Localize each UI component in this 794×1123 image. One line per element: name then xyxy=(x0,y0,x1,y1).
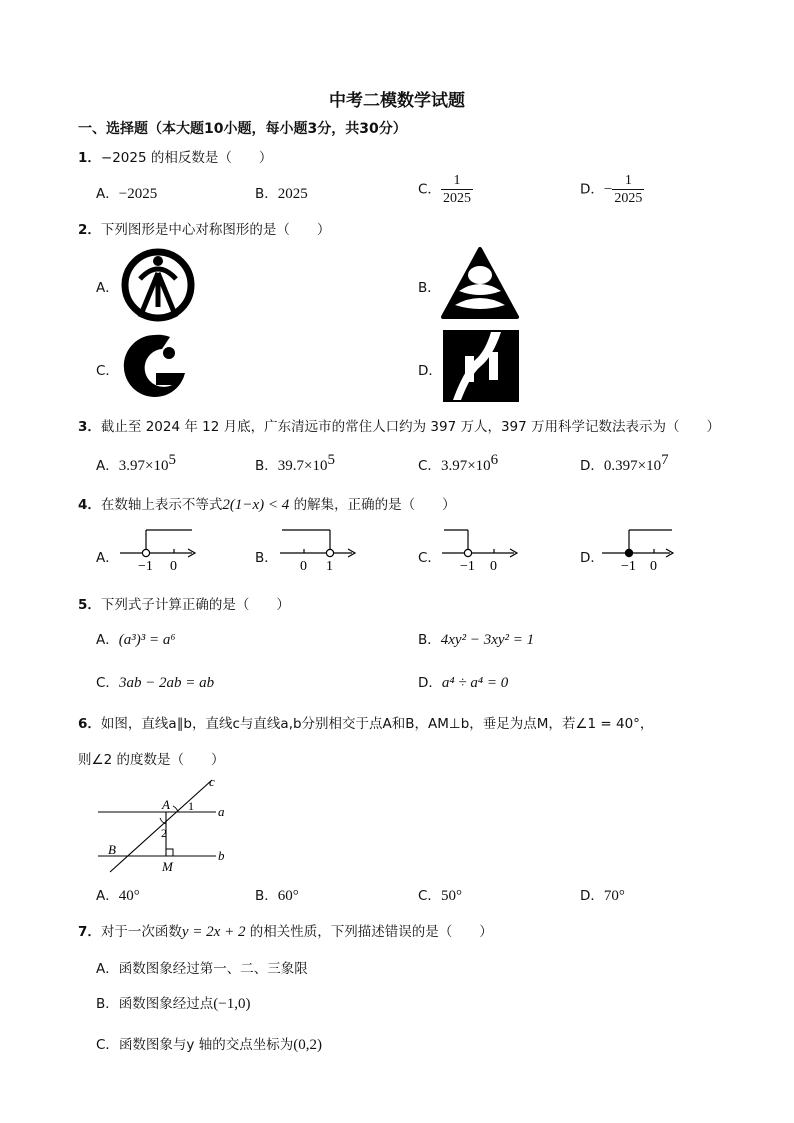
svg-text:1: 1 xyxy=(188,799,194,813)
svg-text:c: c xyxy=(209,774,215,789)
q6-parallel-lines-figure xyxy=(96,772,246,876)
question-number: 7． xyxy=(78,924,101,940)
question-2 xyxy=(78,218,330,238)
q5-option-a[interactable]: A．(a³)³ = a⁶ xyxy=(96,632,176,648)
q6-option-d[interactable]: D．70° xyxy=(580,888,625,904)
fraction: $\frac{1}{2025}$ xyxy=(614,173,643,206)
q6-option-b[interactable]: B．60° xyxy=(255,888,299,904)
question-number: 5． xyxy=(78,597,101,613)
q5-option-b[interactable]: B．4xy² − 3xy² = 1 xyxy=(418,632,535,648)
inequality: 2(1−x) < 4 xyxy=(222,497,290,513)
tick-label: 0 xyxy=(650,559,657,574)
q6-option-c[interactable]: C．50° xyxy=(418,888,462,904)
tick-label: 1 xyxy=(326,559,333,574)
q4-option-c[interactable]: C． xyxy=(418,550,441,566)
tick-label: −1 xyxy=(138,559,153,574)
q4-option-b[interactable]: B． xyxy=(255,550,278,566)
section-heading: 一、选择题（本大题10小题，每小题3分，共30分） xyxy=(78,121,407,137)
tick-label: 0 xyxy=(490,559,497,574)
question-1 xyxy=(78,146,272,166)
svg-text:M: M xyxy=(162,859,173,874)
q4-number-line-a xyxy=(118,524,198,574)
linear-function: y = 2x + 2 xyxy=(181,924,246,940)
question-6 xyxy=(78,712,653,732)
q3-option-d[interactable]: D．$0.397\times 10^7$ xyxy=(580,452,669,474)
q4-option-a[interactable]: A． xyxy=(96,550,119,566)
q7-option-a[interactable]: A．函数图象经过第一、二、三象限 xyxy=(96,961,308,977)
tick-label: 0 xyxy=(300,559,307,574)
q4-number-line-d xyxy=(600,524,680,574)
q1-option-d[interactable]: D．− $\frac{1}{2025}$ xyxy=(580,173,643,206)
question-number: 4． xyxy=(78,497,101,513)
q4-number-line-b xyxy=(278,524,358,574)
question-stem: 截止至 2024 年 12 月底，广东清远市的常住人口约为 397 万人，397 万用科学记数法表示为（ ） xyxy=(100,419,721,435)
question-5 xyxy=(78,593,290,613)
q7-option-b[interactable]: B．函数图象经过点(−1,0) xyxy=(96,996,251,1012)
question-7: 7．对于一次函数y = 2x + 2 的相关性质，下列描述错误的是（ ） xyxy=(78,924,493,940)
q2-figure-a-logo xyxy=(118,245,202,325)
svg-text:A: A xyxy=(162,797,170,812)
question-stem: 下列图形是中心对称图形的是（ ） xyxy=(100,222,331,238)
svg-text:b: b xyxy=(218,848,225,863)
q1-option-b[interactable]: B．2025 xyxy=(255,186,308,202)
question-number: 1． xyxy=(78,150,101,166)
q4-number-line-c xyxy=(440,524,520,574)
svg-text:2: 2 xyxy=(161,826,167,840)
q2-option-b[interactable]: B． xyxy=(418,280,441,296)
q5-option-c[interactable]: C．3ab − 2ab = ab xyxy=(96,675,215,691)
question-number: 6． xyxy=(78,716,101,732)
q2-option-a[interactable]: A． xyxy=(96,280,119,296)
question-6-line2: 则∠2 的度数是（ ） xyxy=(78,752,225,768)
q3-option-c[interactable]: C．$3.97\times 10^6$ xyxy=(418,452,499,474)
question-number: 3． xyxy=(78,419,101,435)
q2-option-d[interactable]: D． xyxy=(418,363,442,379)
tick-label: 0 xyxy=(170,559,177,574)
tick-label: −1 xyxy=(460,559,475,574)
q2-figure-c-logo xyxy=(118,333,192,399)
q2-option-c[interactable]: C． xyxy=(96,363,119,379)
q1-option-a[interactable]: A．−2025 xyxy=(96,186,158,202)
q3-option-a[interactable]: A．$3.97\times 10^5$ xyxy=(96,452,176,474)
q5-option-d[interactable]: D．a⁴ ÷ a⁴ = 0 xyxy=(418,675,509,691)
question-3 xyxy=(78,415,720,435)
q1-option-c[interactable]: C． $\frac{1}{2025}$ xyxy=(418,173,471,206)
question-stem: −2025 的相反数是（ ） xyxy=(100,150,273,166)
question-number: 2． xyxy=(78,222,101,238)
q4-option-d[interactable]: D． xyxy=(580,550,604,566)
tick-label: −1 xyxy=(621,559,636,574)
question-stem: 下列式子计算正确的是（ ） xyxy=(100,597,290,613)
q2-figure-b-logo xyxy=(441,247,519,321)
page-title: 中考二模数学试题 xyxy=(329,91,465,111)
question-stem: 如图，直线a∥b，直线c与直线a,b分别相交于点A和B，AM⊥b，垂足为点M，若∠1 = 40°， xyxy=(100,716,654,732)
q2-figure-d-logo xyxy=(443,330,519,402)
svg-text:a: a xyxy=(218,804,225,819)
svg-text:B: B xyxy=(108,842,116,857)
q6-option-a[interactable]: A．40° xyxy=(96,888,140,904)
q3-option-b[interactable]: B．$39.7\times 10^5$ xyxy=(255,452,335,474)
q7-option-c[interactable]: C．函数图象与y 轴的交点坐标为(0,2) xyxy=(96,1037,322,1053)
question-4: 4．在数轴上表示不等式2(1−x) < 4 的解集，正确的是（ ） xyxy=(78,497,456,513)
fraction: $\frac{1}{2025}$ xyxy=(442,173,471,206)
